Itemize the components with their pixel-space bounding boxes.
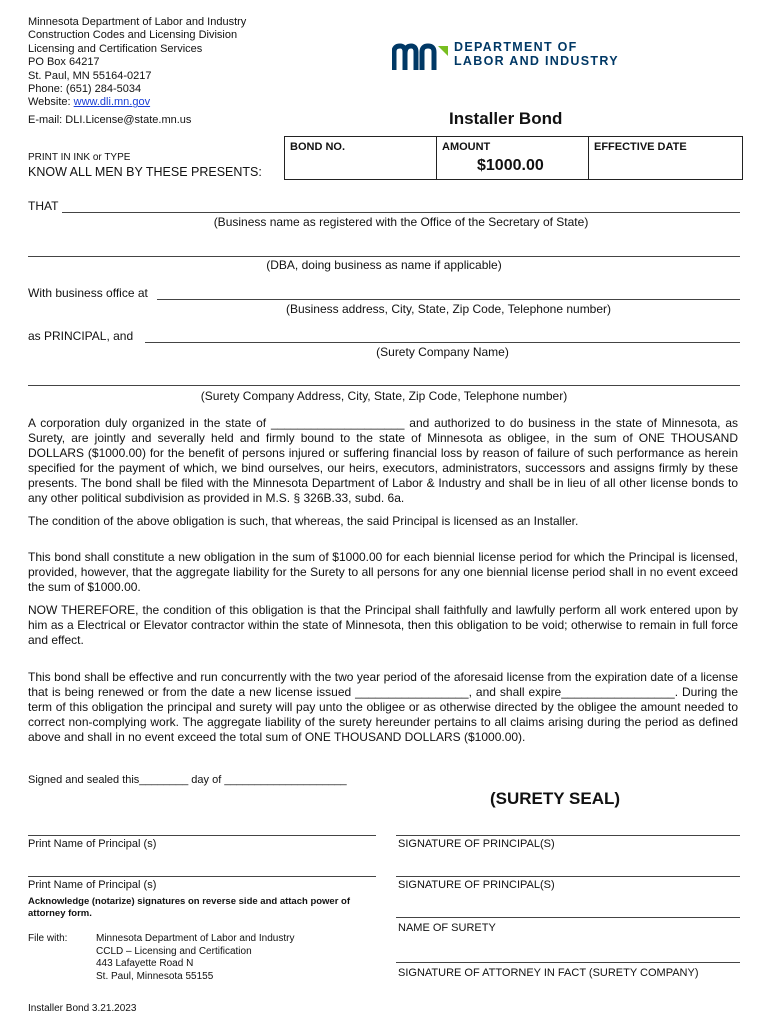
principal-label: as PRINCIPAL, and — [28, 329, 134, 343]
dba-line[interactable] — [28, 256, 740, 257]
effective-date-cell[interactable]: EFFECTIVE DATE — [594, 141, 687, 153]
paragraph-condition: The condition of the above obligation is such, that whereas, the said Principal is licensed as an Installer. — [28, 514, 579, 528]
paragraph-effective: This bond shall be effective and run concurrently with the two year period of the aforesaid license from the expiration date of a license that is being renewed or from the date a new license issued _________________, and shall expire_________________. During the term of this obligation the principal and surety will pay unto the obligee or as otherwise directed by the obligee the amount needed to correct non-complying work. The aggregate liability of the surety hereunder pertains to all claims arising during the period as defined above and shall in no event exceed the total sum of ONE THOUSAND DOLLARS ($1000.00). — [28, 670, 738, 744]
agency-address — [28, 16, 246, 127]
website-link[interactable]: www.dli.mn.gov — [73, 96, 151, 109]
bond-number-cell[interactable]: BOND NO. — [285, 137, 437, 179]
form-version-footer: Installer Bond 3.21.2023 — [28, 1003, 137, 1014]
mn-logo-icon — [392, 42, 450, 72]
print-principal-label-1: Print Name of Principal (s) — [28, 838, 157, 850]
principal-name-line-2[interactable] — [28, 876, 376, 877]
file-with-address: Minnesota Department of Labor and Industry CCLD – Licensing and Certification 443 Lafayette Road N St. Paul, Minnesota 55155 — [96, 933, 295, 982]
address-line: St. Paul, MN 55164-0217 — [28, 69, 152, 82]
that-label: THAT — [28, 199, 59, 213]
dba-caption: (DBA, doing business as name if applicable) — [266, 258, 502, 272]
principal-signature-line-2[interactable] — [396, 876, 740, 877]
know-all-heading: KNOW ALL MEN BY THESE PRESENTS: — [28, 165, 262, 179]
surety-name-sig-line[interactable] — [396, 917, 740, 918]
file-with-label: File with: — [28, 933, 68, 944]
signature-principal-label-1: SIGNATURE OF PRINCIPAL(S) — [398, 838, 555, 850]
form-title: Installer Bond — [449, 109, 563, 128]
surety-address-line[interactable] — [28, 385, 740, 386]
surety-seal: (SURETY SEAL) — [490, 789, 621, 808]
address-line: Construction Codes and Licensing Division — [28, 29, 238, 42]
bond-info-table — [284, 136, 743, 180]
surety-name-caption: (Surety Company Name) — [376, 345, 509, 359]
email-line: E-mail: DLI.License@state.mn.us — [28, 113, 192, 126]
attorney-signature-label: SIGNATURE OF ATTORNEY IN FACT (SURETY COMPANY) — [398, 967, 699, 979]
principal-signature-line-1[interactable] — [396, 835, 740, 836]
principal-name-line-1[interactable] — [28, 835, 376, 836]
address-line: Phone: (651) 284-5034 — [28, 83, 142, 96]
surety-address-caption: (Surety Company Address, City, State, Zip Code, Telephone number) — [200, 389, 568, 403]
amount-cell: AMOUNT $1000.00 — [437, 137, 589, 179]
address-line: PO Box 64217 — [28, 56, 100, 69]
business-name-caption: (Business name as registered with the Office of the Secretary of State) — [213, 215, 589, 229]
address-line: Minnesota Department of Labor and Industry — [28, 16, 247, 28]
signature-principal-label-2: SIGNATURE OF PRINCIPAL(S) — [398, 879, 555, 891]
website-line: Website: www.dli.mn.gov — [28, 96, 151, 109]
print-principal-label-2: Print Name of Principal (s) — [28, 879, 157, 891]
amount-value: $1000.00 — [477, 157, 544, 174]
acknowledge-note: Acknowledge (notarize) signatures on reverse side and attach power of attorney form. — [28, 896, 351, 919]
name-of-surety-label: NAME OF SURETY — [398, 922, 496, 934]
address-caption: (Business address, City, State, Zip Code, Telephone number) — [285, 302, 612, 316]
address-line-field[interactable] — [157, 299, 740, 300]
surety-name-line[interactable] — [145, 342, 740, 343]
office-label: With business office at — [28, 286, 148, 300]
print-note: PRINT IN INK or TYPE — [28, 152, 131, 163]
logo-text: DEPARTMENT OF LABOR AND INDUSTRY — [454, 40, 619, 68]
address-line: Licensing and Certification Services — [28, 42, 203, 55]
mn-dli-logo — [392, 40, 632, 74]
signed-sealed-line[interactable]: Signed and sealed this________ day of ____________________ — [28, 774, 347, 786]
business-name-line[interactable] — [62, 212, 740, 213]
paragraph-new-obligation: This bond shall constitute a new obligation in the sum of $1000.00 for each biennial license period for which the Principal is licensed, provided, however, that the aggregate liability for the Surety to all persons for any one biennial license period shall in no event exceed the sum of $1000.00. — [28, 550, 738, 594]
attorney-signature-line[interactable] — [396, 962, 740, 963]
paragraph-now-therefore: NOW THEREFORE, the condition of this obligation is that the Principal shall faithfully and lawfully perform all work entered upon by him as a Electrical or Elevator contractor within the state of Minnesota, then this obligation to be void; otherwise to remain in full force and effect. — [28, 603, 738, 647]
paragraph-obligation: A corporation duly organized in the state of ____________________ and authorized to do business in the state of Minnesota, as Surety, are jointly and severally held and firmly bound to the state of Minnesota as obligee, in the sum of ONE THOUSAND DOLLARS ($1000.00) for the benefit of persons injured or suffering financial loss by reason of failure of such performance as herein specified for the payment of which, we bind ourselves, our heirs, executors, administrators, successors and assigns firmly by these presents. The bond shall be filed with the Minnesota Department of Labor & Industry and shall be in lieu of all other license bonds to any other political subdivision as provided in M.S. § 326B.33, subd. 6a. — [28, 416, 738, 505]
